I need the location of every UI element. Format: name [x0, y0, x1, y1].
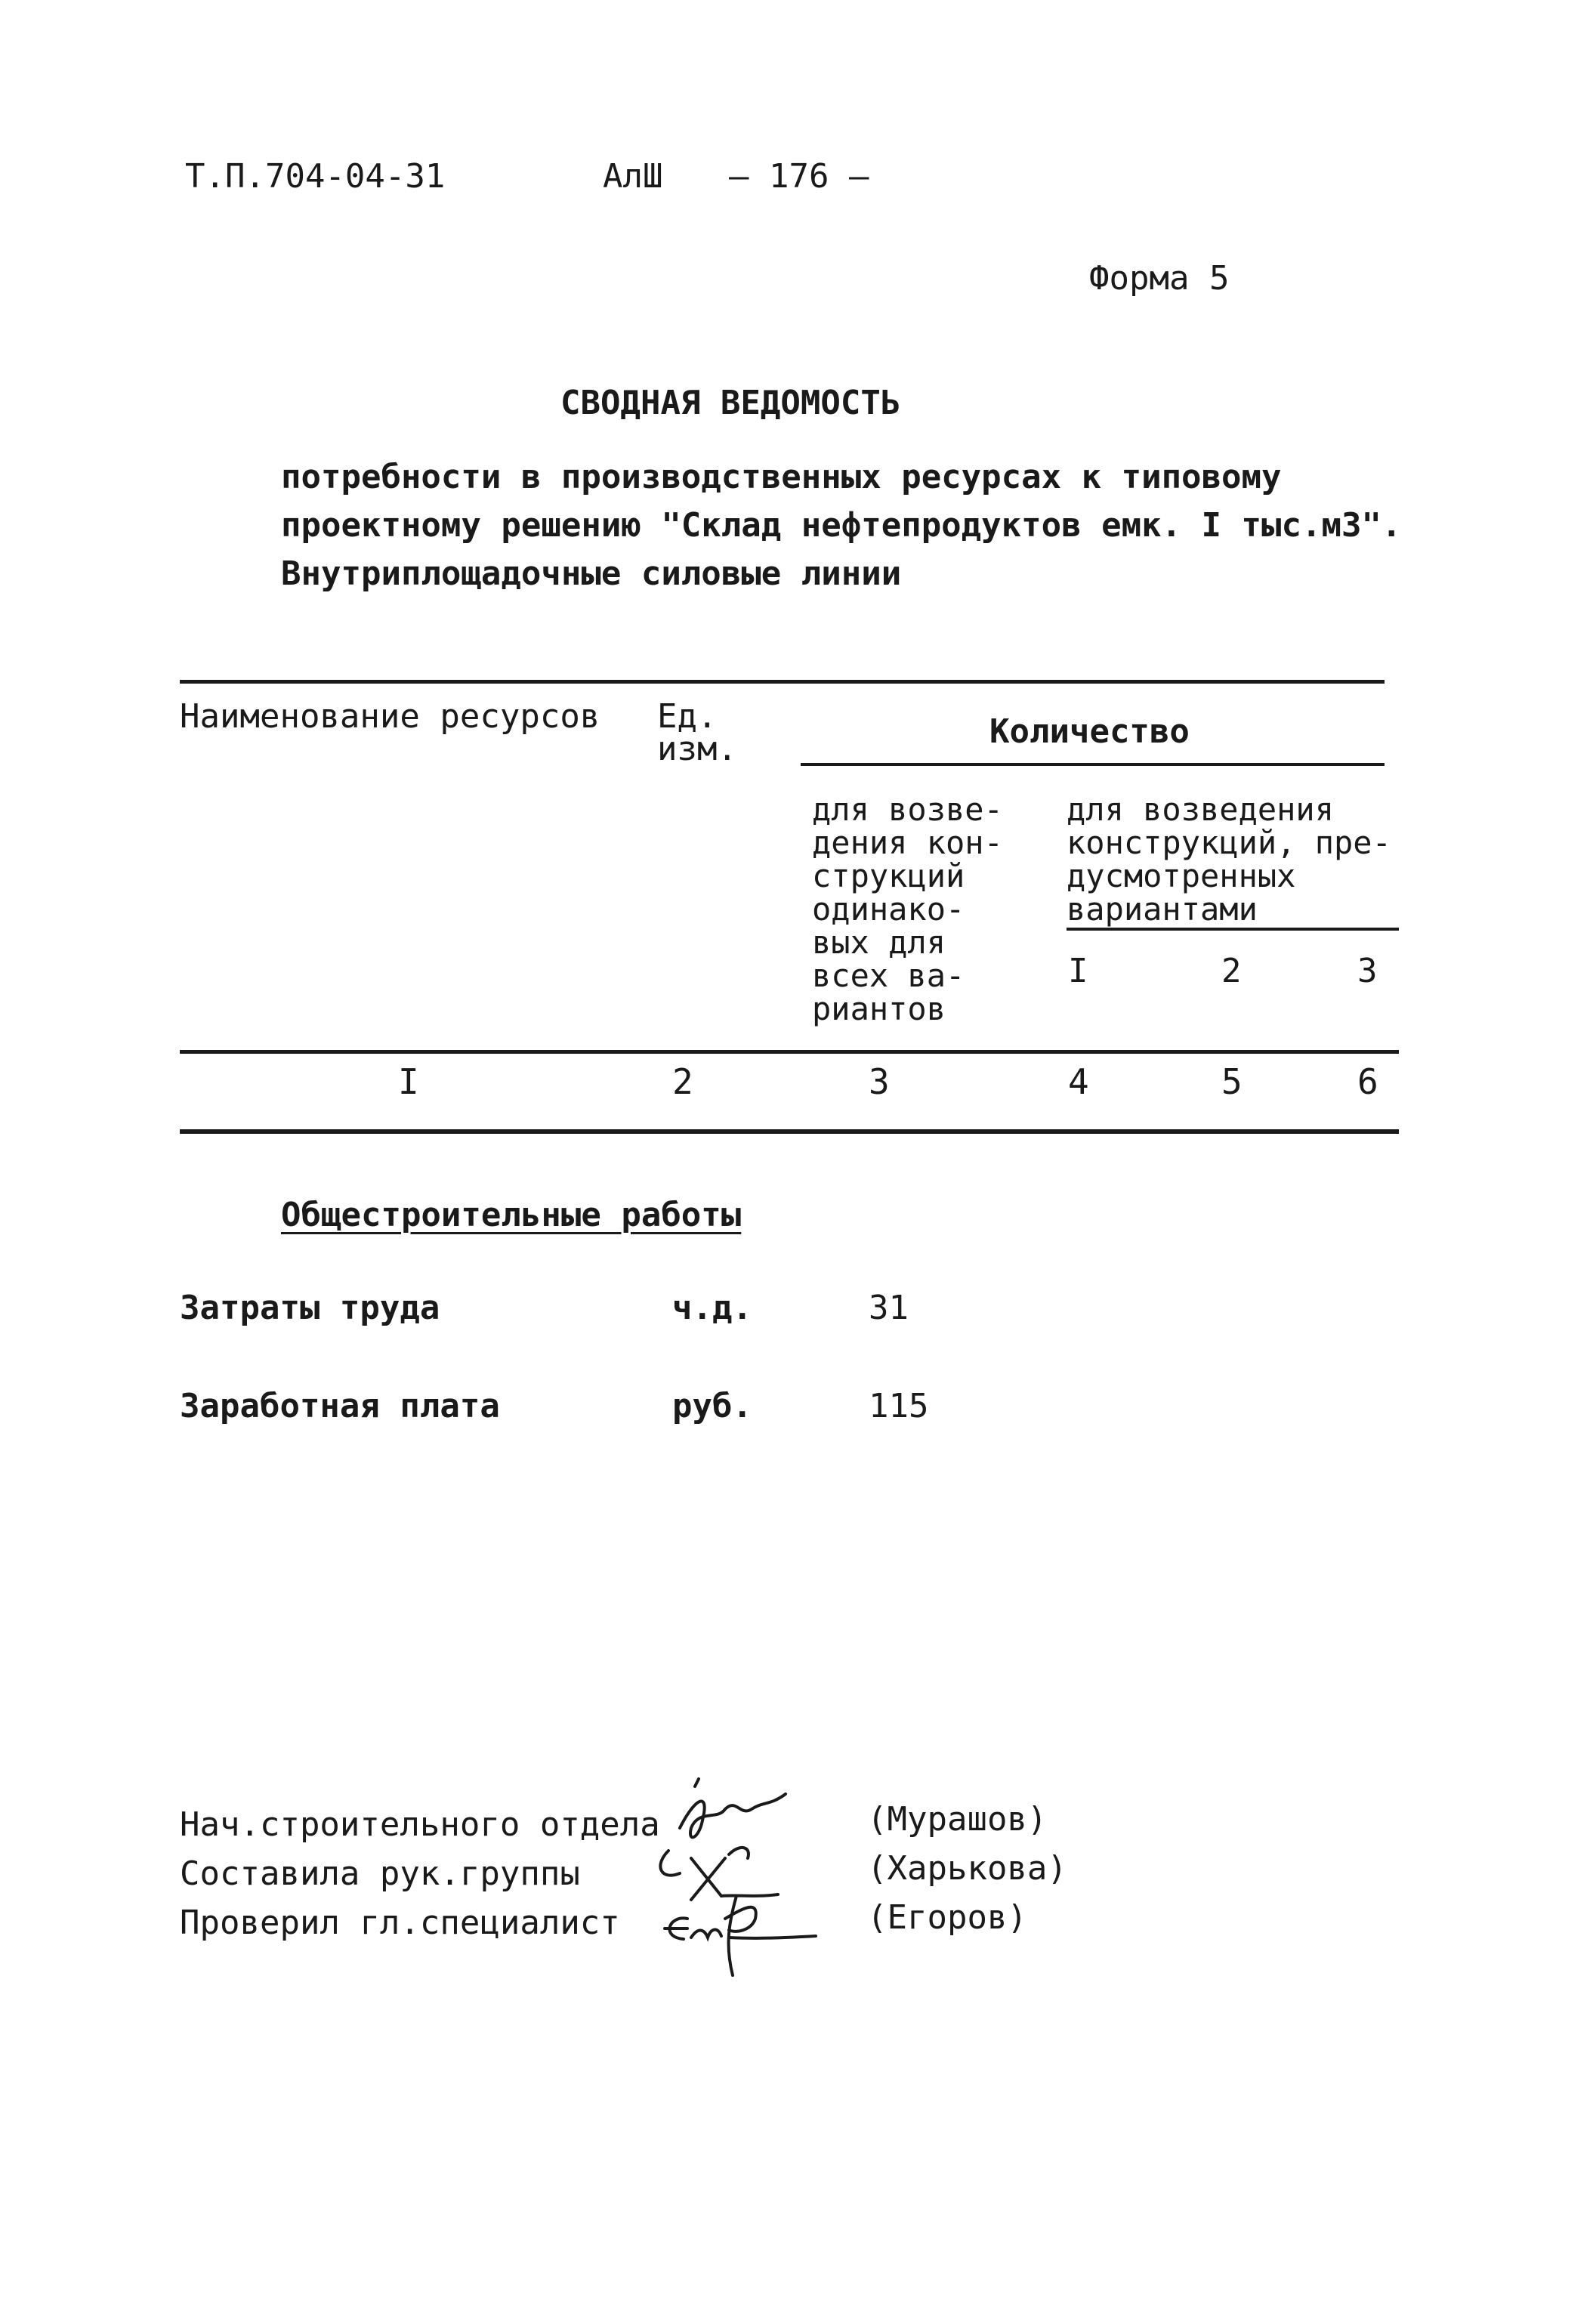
variants-header-rule	[1067, 928, 1399, 931]
document-heading: СВОДНАЯ ВЕДОМОСТЬ	[560, 384, 901, 422]
page-number: — 176 —	[729, 157, 869, 196]
column-number-5: 5	[1221, 1061, 1243, 1102]
signature-name-1: (Мурашов)	[867, 1800, 1048, 1839]
column-numbers-bottom-rule	[180, 1129, 1399, 1134]
variants-header-line-4: вариантами	[1067, 891, 1258, 928]
signature-role-2: Составила рук.группы	[180, 1854, 580, 1893]
common-header-line-5: вых для	[812, 924, 946, 961]
variants-header-line-3: дусмотренных	[1067, 857, 1296, 894]
common-header-line-7: риантов	[812, 990, 946, 1027]
signature-role-3: Проверил гл.специалист	[180, 1904, 620, 1942]
column-header-quantity: Количество	[989, 712, 1190, 751]
handwritten-signature-3	[646, 1885, 827, 1983]
common-header-line-1: для возве-	[812, 791, 1003, 828]
row-2-value: 115	[869, 1387, 929, 1425]
document-code: Т.П.704-04-31	[185, 157, 446, 196]
subtitle-line-2: проектному решению "Склад нефтепродуктов емк. I тыс.м3".	[281, 506, 1402, 545]
column-header-name: Наименование ресурсов	[180, 697, 600, 736]
variant-label-2: 2	[1221, 952, 1242, 990]
common-header-line-6: всех ва-	[812, 957, 965, 994]
variants-header-line-1: для возведения	[1067, 791, 1335, 828]
subtitle-line-1: потребности в производственных ресурсах к типовому	[281, 458, 1282, 496]
common-header-line-3: струкций	[812, 857, 965, 894]
signature-name-2: (Харькова)	[867, 1849, 1067, 1888]
variant-label-1: I	[1068, 952, 1088, 990]
common-header-line-2: дения кон-	[812, 824, 1003, 861]
column-number-3: 3	[869, 1061, 890, 1102]
row-1-value: 31	[869, 1289, 909, 1327]
form-label: Форма 5	[1089, 259, 1230, 298]
column-number-6: 6	[1357, 1061, 1378, 1102]
variants-header-line-2: конструкций, пре-	[1067, 824, 1391, 861]
row-2-name: Заработная плата	[180, 1387, 500, 1425]
row-1-unit: ч.д.	[672, 1289, 752, 1327]
common-header-line-4: одинако-	[812, 891, 965, 928]
row-1-name: Затраты труда	[180, 1289, 440, 1327]
signature-role-1: Нач.строительного отдела	[180, 1805, 660, 1844]
section-title: Общестроительные работы	[281, 1196, 742, 1234]
column-header-unit-line-2: изм.	[657, 730, 737, 768]
column-numbers-top-rule	[180, 1050, 1399, 1054]
column-header-unit-line-1: Ед.	[657, 697, 718, 736]
variant-label-3: 3	[1357, 952, 1378, 990]
table-top-rule	[180, 680, 1385, 684]
column-number-4: 4	[1068, 1061, 1089, 1102]
column-number-1: I	[398, 1061, 419, 1102]
subtitle-line-3: Внутриплощадочные силовые линии	[281, 554, 902, 593]
column-number-2: 2	[672, 1061, 693, 1102]
signature-name-3: (Егоров)	[867, 1898, 1027, 1937]
row-2-unit: руб.	[672, 1387, 752, 1425]
quantity-header-rule	[801, 763, 1385, 766]
album-label: АлШ	[603, 157, 663, 196]
